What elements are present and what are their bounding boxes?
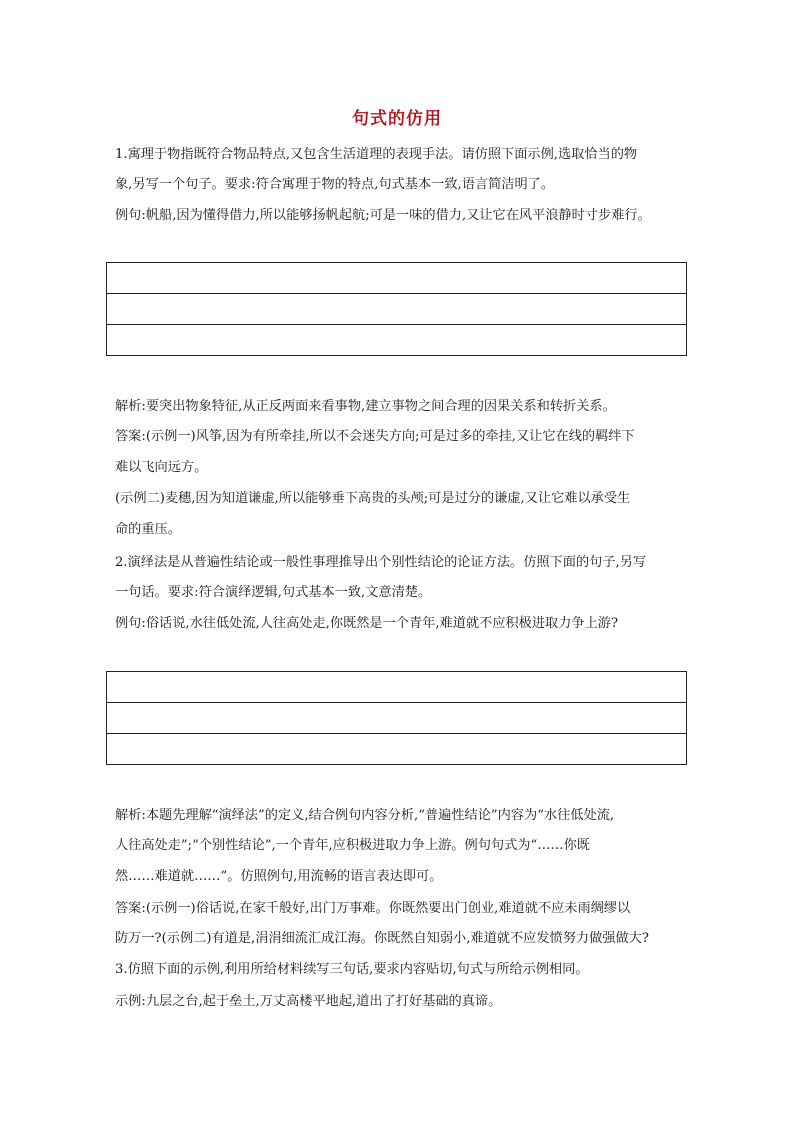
q3-prompt-line-1: 3.仿照下面的示例,利用所给材料续写三句话,要求内容贴切,句式与所给示例相同。	[115, 962, 589, 977]
q2-analysis-line-3: 然……难道就……”。仿照例句,用流畅的语言表达即可。	[115, 869, 443, 884]
q1-analysis: 解析:要突出物象特征,从正反两面来看事物,建立事物之间合理的因果关系和转折关系。	[115, 399, 616, 414]
q2-prompt-line-2: 一句话。要求:符合演绎逻辑,句式基本一致,文意清楚。	[115, 585, 432, 600]
q2-answer-line-2: 防万一?(示例二)有道是,涓涓细流汇成江海。你既然自知弱小,难道就不应发愤努力做强做大?	[115, 931, 649, 946]
q3-example: 示例:九层之台,起于垒土,万丈高楼平地起,道出了打好基础的真谛。	[115, 994, 502, 1009]
q1-answer-line-2: 难以飞向远方。	[115, 460, 208, 475]
q2-answer-box[interactable]	[106, 671, 687, 765]
q1-example: 例句:帆船,因为懂得借力,所以能够扬帆起航;可是一味的借力,又让它在风平浪静时寸步难行。	[115, 208, 651, 223]
q1-answer-line-3: (示例二)麦穗,因为知道谦虚,所以能够垂下高贵的头颅;可是过分的谦虚,又让它难以承受生	[115, 491, 631, 506]
q2-analysis-line-1: 解析:本题先理解“演绎法”的定义,结合例句内容分析,“普遍性结论”内容为“水往低处流,	[115, 808, 615, 823]
q2-answer-row[interactable]	[107, 734, 687, 765]
q1-answer-line-1: 答案:(示例一)风筝,因为有所牵挂,所以不会迷失方向;可是过多的牵挂,又让它在线的羁绊下	[115, 429, 635, 444]
q2-answer-line-1: 答案:(示例一)俗话说,在家千般好,出门万事难。你既然要出门创业,难道就不应未雨绸缪以	[115, 901, 631, 916]
q1-answer-row[interactable]	[107, 325, 687, 356]
q2-answer-row[interactable]	[107, 703, 687, 734]
q2-answer-row[interactable]	[107, 672, 687, 703]
document-title: 句式的仿用	[352, 109, 442, 129]
q2-prompt-line-1: 2.演绎法是从普遍性结论或一般性事理推导出个别性结论的论证方法。仿照下面的句子,另写	[115, 555, 647, 570]
q1-answer-row[interactable]	[107, 263, 687, 294]
q1-answer-line-4: 命的重压。	[115, 522, 181, 537]
q1-answer-box[interactable]	[106, 262, 687, 356]
q2-example: 例句:俗话说,水往低处流,人往高处走,你既然是一个青年,难道就不应积极进取力争上游?	[115, 616, 619, 631]
q2-analysis-line-2: 人往高处走”;“个别性结论”,一个青年,应积极进取力争上游。例句句式为“……你既	[115, 838, 590, 853]
q1-prompt-line-2: 象,另写一个句子。要求:符合寓理于物的特点,句式基本一致,语言简洁明了。	[115, 177, 555, 192]
q1-answer-row[interactable]	[107, 294, 687, 325]
q1-prompt-line-1: 1.寓理于物指既符合物品特点,又包含生活道理的表现手法。请仿照下面示例,选取恰当的物	[115, 147, 638, 162]
